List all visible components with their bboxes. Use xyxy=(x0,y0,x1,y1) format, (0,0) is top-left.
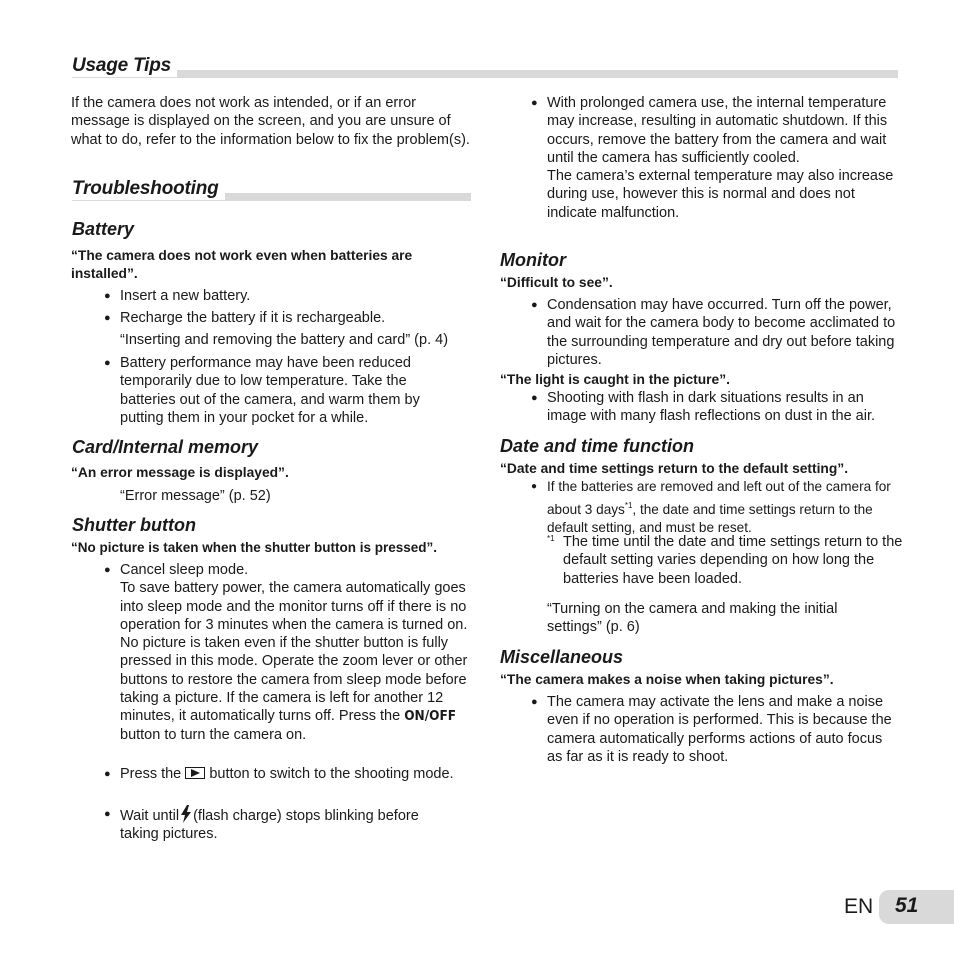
battery-bullet-2: ● Recharge the battery if it is rechargeable. xyxy=(104,310,386,326)
bullet-icon: ● xyxy=(104,564,111,576)
page-title: Usage Tips xyxy=(72,55,177,77)
language-label: EN xyxy=(844,895,874,918)
header-rule xyxy=(72,70,898,78)
card-reference: “Error message” (p. 52) xyxy=(120,488,271,504)
shutter-heading: Shutter button xyxy=(72,515,196,535)
datetime-reference: “Turning on the camera and making the initial settings” (p. 6) xyxy=(547,601,838,636)
monitor-bullet-1: ● Condensation may have occurred. Turn off the power, and wait for the camera body to become acclimated to the surrounding temperature and dry out before taking pictures. xyxy=(531,297,896,368)
shutter-bullet-1: ● Cancel sleep mode. To save battery power, the camera automatically goes into sleep mode and the monitor turns off if there is no operation for 3 minutes when the camera is turned on. No picture is taken even if the shutter button is fully pressed in this mode. Operate the zoom lever or other buttons to restore the camera from sleep mode before taking a picture. If the camera is left for another 12 minutes, it automatically turns off. Press the ON/OFF button to turn the camera on. xyxy=(104,562,468,743)
battery-bullet-3: ● Battery performance may have been reduced temporarily due to low temperature. Take the batteries out of the camera, and warm them by putting them in your pocket for a while. xyxy=(104,355,420,426)
bullet-icon: ● xyxy=(531,299,538,311)
shutter-bullet-2: ● Press the button to switch to the shooting mode. xyxy=(104,766,454,782)
monitor-question-1: “Difficult to see”. xyxy=(500,275,613,290)
monitor-question-2: “The light is caught in the picture”. xyxy=(500,372,730,387)
heat-bullet: ● With prolonged camera use, the internal temperature may increase, resulting in automatic shutdown. If this occurs, remove the battery from the camera and wait until the camera has sufficiently cooled. The camera’s external temperature may also increase during use, however this is normal and does not indicate malfunction. xyxy=(531,95,894,221)
bullet-icon: ● xyxy=(104,357,111,369)
card-question: “An error message is displayed”. xyxy=(71,465,289,480)
monitor-heading: Monitor xyxy=(500,250,566,270)
bullet-icon: ● xyxy=(104,808,111,820)
footnote-mark: *1 xyxy=(547,534,555,543)
datetime-footnote: The time until the date and time settings return to the default setting varies depending on how long the batteries have been loaded. xyxy=(563,534,903,587)
bullet-icon: ● xyxy=(104,290,111,302)
page-number-tab xyxy=(879,890,954,924)
section-title-troubleshooting: Troubleshooting xyxy=(72,178,225,200)
misc-heading: Miscellaneous xyxy=(500,647,624,667)
shutter-question: “No picture is taken when the shutter button is pressed”. xyxy=(71,540,438,555)
bullet-icon: ● xyxy=(104,312,111,324)
bullet-icon: ● xyxy=(531,696,538,708)
datetime-heading: Date and time function xyxy=(500,436,695,456)
battery-reference: “Inserting and removing the battery and card” (p. 4) xyxy=(120,332,449,348)
card-heading: Card/Internal memory xyxy=(72,437,259,457)
misc-bullet: ● The camera may activate the lens and make a noise even if no operation is performed. This is because the camera automatically performs actions of auto focus as far as it is ready to shoot. xyxy=(531,694,892,765)
misc-question: “The camera makes a noise when taking pictures”. xyxy=(500,672,834,687)
shutter-bullet-3: ● Wait until (flash charge) stops blinking before taking pictures. xyxy=(120,805,460,844)
battery-question: “The camera does not work even when batteries are installed”. xyxy=(71,248,413,281)
flash-icon xyxy=(180,805,192,823)
bullet-icon: ● xyxy=(531,481,538,492)
onoff-button-label: ON/OFF xyxy=(404,708,457,725)
datetime-bullet: ● If the batteries are removed and left out of the camera for about 3 days$^{*1}$, the date and time settings return to the default setting, and must be reset. xyxy=(531,479,891,535)
bullet-icon: ● xyxy=(531,392,538,404)
bullet-icon: ● xyxy=(104,768,111,780)
bullet-icon: ● xyxy=(531,97,538,109)
playback-button-icon xyxy=(185,767,205,779)
datetime-question: “Date and time settings return to the default setting”. xyxy=(500,461,849,476)
page-number: 51 xyxy=(895,894,919,917)
battery-bullet-1: ● Insert a new battery. xyxy=(104,288,251,304)
monitor-bullet-2: ● Shooting with flash in dark situations results in an image with many flash reflections on dust in the air. xyxy=(531,390,876,425)
intro-text: If the camera does not work as intended, or if an error message is displayed on the screen, and you are unsure of what to do, refer to the information below to fix the problem(s). xyxy=(71,95,470,148)
battery-heading: Battery xyxy=(72,219,135,239)
